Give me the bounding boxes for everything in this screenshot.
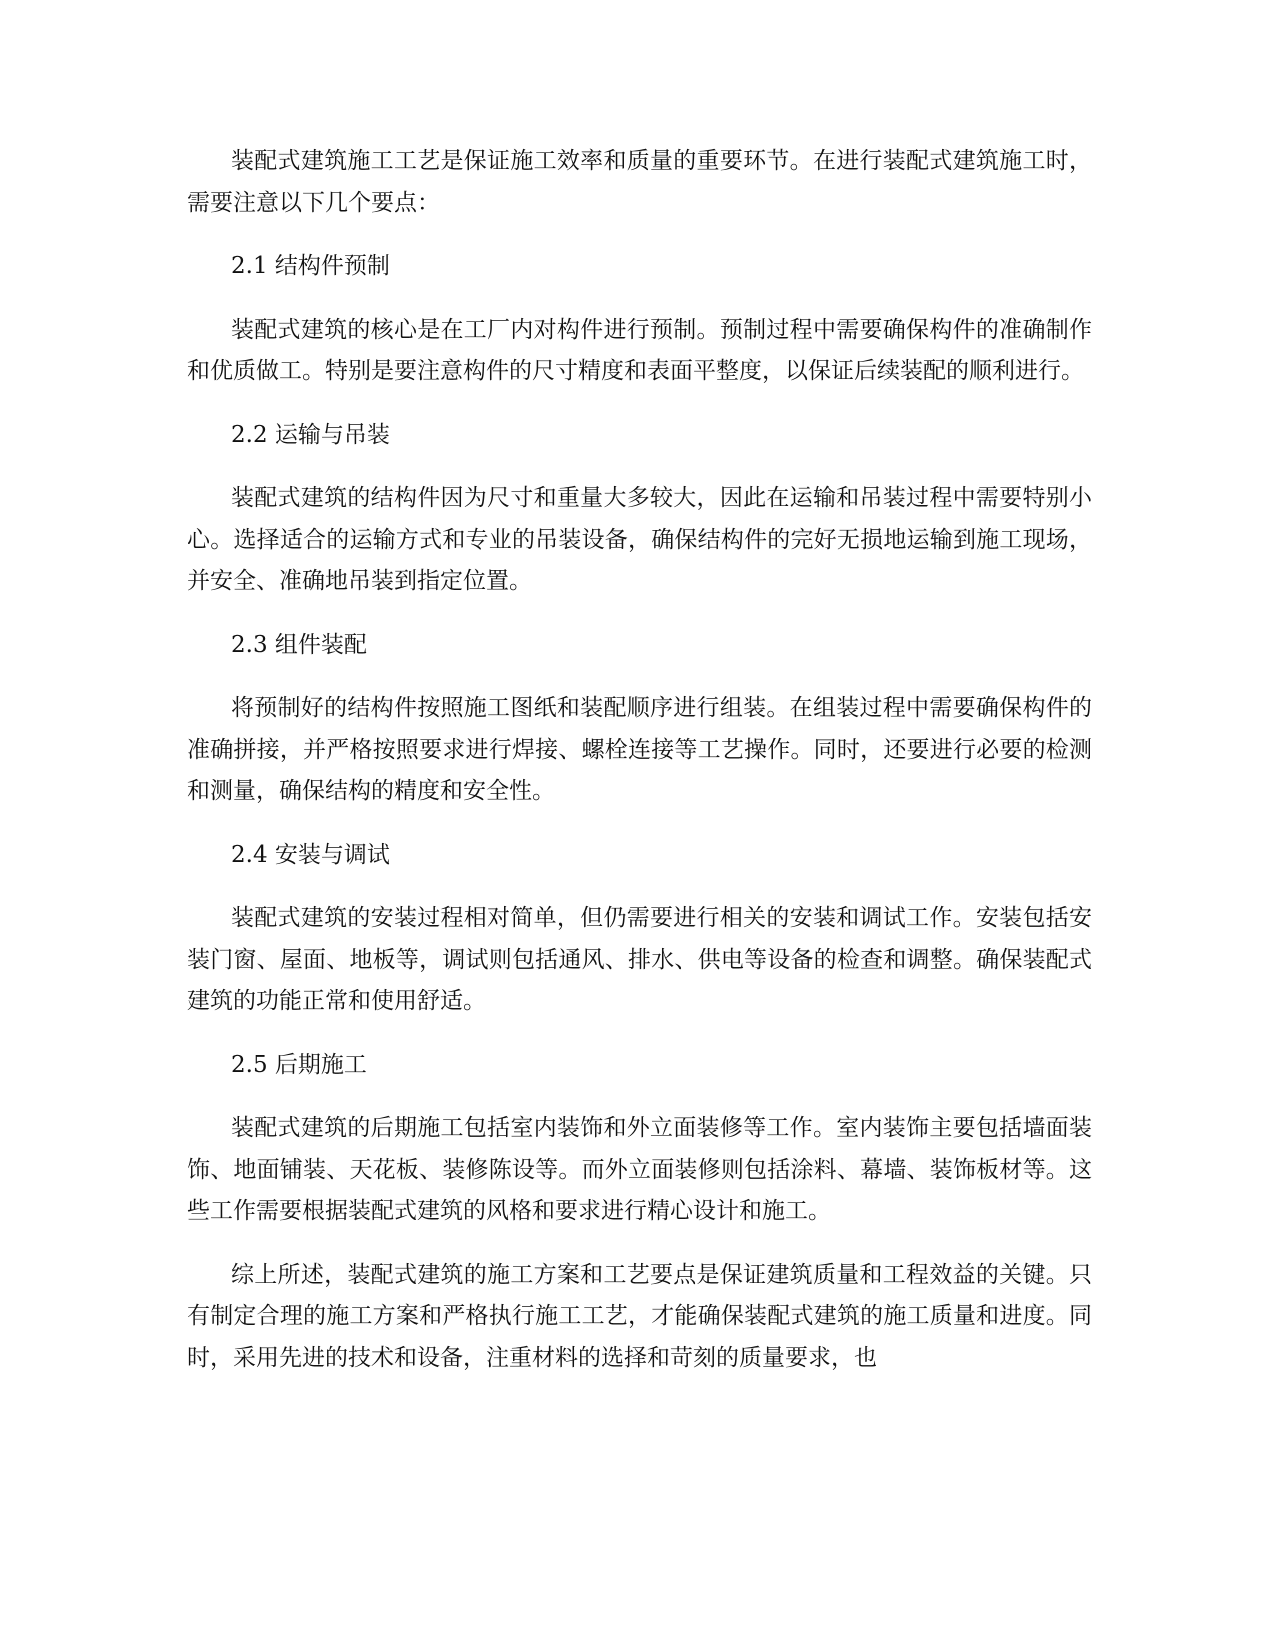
conclusion-paragraph: 综上所述，装配式建筑的施工方案和工艺要点是保证建筑质量和工程效益的关键。只有制定合理的施工方案和严格执行施工工艺，才能确保装配式建筑的施工质量和进度。同时，采用先进的技术和设备，注重材料的选择和苛刻的质量要求，也 (187, 1261, 1092, 1371)
section-heading-2-2: 2.2 运输与吊装 (231, 421, 390, 448)
document-body (187, 141, 1092, 1401)
section-heading-2-4: 2.4 安装与调试 (231, 841, 390, 868)
section-heading-2-5: 2.5 后期施工 (231, 1051, 367, 1078)
section-body-2-1: 装配式建筑的核心是在工厂内对构件进行预制。预制过程中需要确保构件的准确制作和优质做工。特别是要注意构件的尺寸精度和表面平整度，以保证后续装配的顺利进行。 (187, 316, 1092, 384)
section-body-2-5: 装配式建筑的后期施工包括室内装饰和外立面装修等工作。室内装饰主要包括墙面装饰、地面铺装、天花板、装修陈设等。而外立面装修则包括涂料、幕墙、装饰板材等。这些工作需要根据装配式建筑的风格和要求进行精心设计和施工。 (187, 1115, 1092, 1224)
section-body-2-4: 装配式建筑的安装过程相对简单，但仍需要进行相关的安装和调试工作。安装包括安装门窗、屋面、地板等，调试则包括通风、排水、供电等设备的检查和调整。确保装配式建筑的功能正常和使用舒适。 (187, 905, 1092, 1014)
section-body-2-3: 将预制好的结构件按照施工图纸和装配顺序进行组装。在组装过程中需要确保构件的准确拼接，并严格按照要求进行焊接、螺栓连接等工艺操作。同时，还要进行必要的检测和测量，确保结构的精度和安全性。 (187, 695, 1092, 804)
section-body-2-2: 装配式建筑的结构件因为尺寸和重量大多较大，因此在运输和吊装过程中需要特别小心。选择适合的运输方式和专业的吊装设备，确保结构件的完好无损地运输到施工现场，并安全、准确地吊装到指定位置。 (187, 485, 1092, 594)
section-heading-2-1: 2.1 结构件预制 (231, 253, 390, 279)
intro-paragraph: 装配式建筑施工工艺是保证施工效率和质量的重要环节。在进行装配式建筑施工时，需要注意以下几个要点： (187, 148, 1092, 216)
section-heading-2-3: 2.3 组件装配 (231, 631, 367, 658)
